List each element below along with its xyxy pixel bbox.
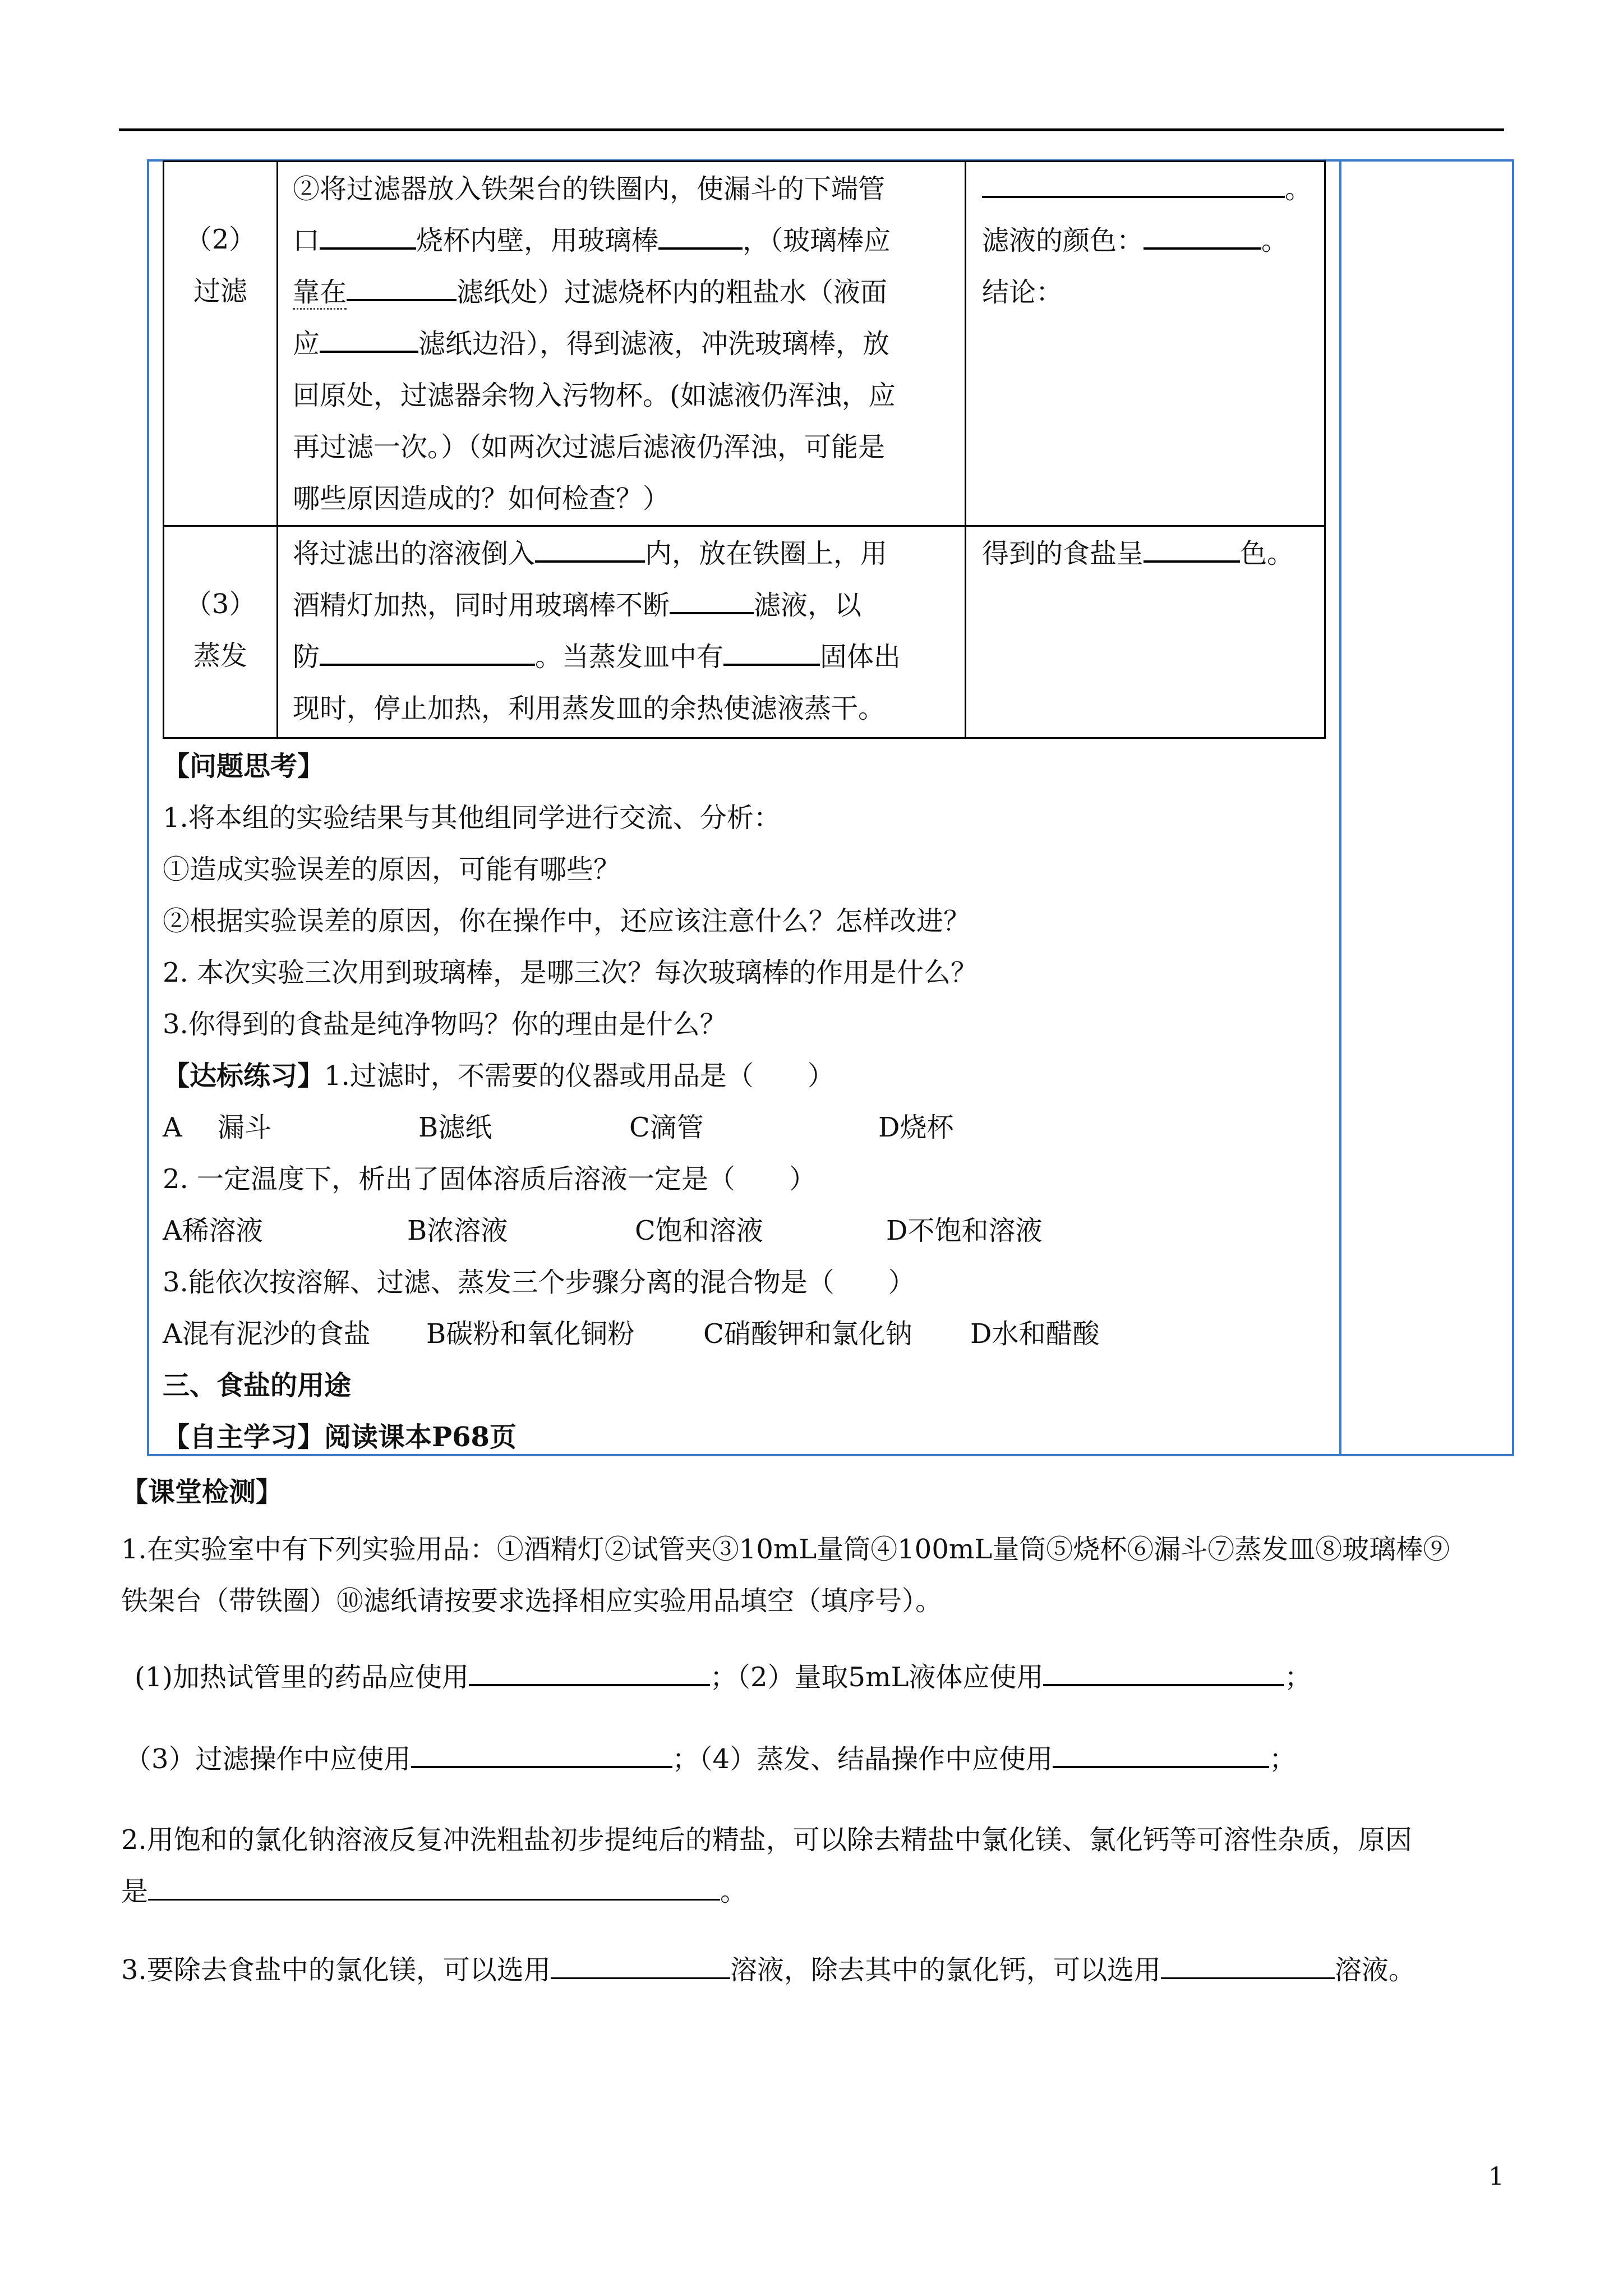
- fill-blank[interactable]: [658, 218, 743, 250]
- header-rule: [119, 128, 1504, 131]
- questions-heading: 【问题思考】: [163, 751, 325, 782]
- fill-blank[interactable]: [535, 531, 645, 563]
- fill-blank[interactable]: [1053, 1737, 1269, 1768]
- operation-line: 靠在 滤纸处）过滤烧杯内的粗盐水（液面: [293, 266, 965, 318]
- operation-line: 酒精灯加热，同时用玻璃棒不断 滤液，以: [293, 579, 965, 631]
- fill-blank[interactable]: [320, 321, 418, 353]
- option[interactable]: A稀溶液: [163, 1215, 263, 1246]
- result-line: 。: [982, 163, 1324, 215]
- section-title: 三、食盐的用途: [163, 1370, 352, 1401]
- fill-blank[interactable]: [411, 1737, 672, 1768]
- check-q1-subline: (1)加热试管里的药品应使用 ；（2）量取5mL液体应使用 ；: [135, 1651, 1312, 1703]
- operation-line: ②将过滤器放入铁架台的铁圈内，使漏斗的下端管: [293, 173, 886, 205]
- operation-line: 将过滤出的溶液倒入 内，放在铁圈上，用: [293, 528, 965, 579]
- check-q3: 3.要除去食盐中的氯化镁，可以选用 溶液，除去其中的氯化钙，可以选用 溶液。: [121, 1944, 1415, 1996]
- check-q2-line2: 是 。: [121, 1866, 747, 1917]
- option[interactable]: D水和醋酸: [970, 1318, 1100, 1350]
- step-name: 过滤: [193, 275, 247, 307]
- result-line: 滤液的颜色： 。: [982, 215, 1324, 266]
- result-line: 结论：: [982, 277, 1063, 308]
- practice-q2: 2. 一定温度下，析出了固体溶质后溶液一定是（ ）: [163, 1163, 817, 1195]
- fill-blank[interactable]: [320, 218, 416, 250]
- fill-blank[interactable]: [982, 167, 1285, 198]
- practice-q3: 3.能依次按溶解、过滤、蒸发三个步骤分离的混合物是（ ）: [163, 1267, 915, 1298]
- option[interactable]: C滴管: [629, 1112, 704, 1143]
- fill-blank[interactable]: [320, 634, 535, 666]
- result-line: 得到的食盐呈 色。: [982, 528, 1324, 579]
- question-item: ②根据实验误差的原因，你在操作中，还应该注意什么？怎样改进？: [163, 905, 971, 937]
- operation-line: 应 滤纸边沿），得到滤液，冲洗玻璃棒，放: [293, 318, 965, 370]
- option[interactable]: C饱和溶液: [635, 1215, 763, 1246]
- question-item: 2. 本次实验三次用到玻璃棒，是哪三次？每次玻璃棒的作用是什么？: [163, 957, 978, 988]
- fill-blank[interactable]: [670, 583, 754, 614]
- fill-blank[interactable]: [347, 270, 457, 301]
- question-item: 3.你得到的食盐是纯净物吗？你的理由是什么？: [163, 1009, 727, 1040]
- option[interactable]: C硝酸钾和氯化钠: [703, 1318, 912, 1350]
- step-label-cell: [164, 526, 278, 738]
- check-q1-line1: 1.在实验室中有下列实验用品：①酒精灯②试管夹③10mL量筒④100mL量筒⑤烧杯⑥漏斗⑦蒸发皿⑧玻璃棒⑨: [121, 1534, 1450, 1565]
- operation-line: 口 烧杯内壁，用玻璃棒 ，（玻璃棒应: [293, 215, 965, 266]
- option[interactable]: B碳粉和氧化铜粉: [426, 1318, 635, 1350]
- fill-blank[interactable]: [1144, 531, 1240, 563]
- table-row: [164, 162, 1325, 526]
- practice-q1: 【达标练习】1.过滤时，不需要的仪器或用品是（ ）: [163, 1060, 834, 1092]
- operation-cell: [278, 162, 966, 526]
- operation-line: 防 。当蒸发皿中有 固体出: [293, 631, 965, 683]
- option[interactable]: D不饱和溶液: [886, 1215, 1043, 1246]
- option[interactable]: B浓溶液: [407, 1215, 508, 1246]
- experiment-steps-table: [163, 160, 1326, 739]
- frame-divider: [1339, 159, 1341, 1456]
- fill-blank[interactable]: [1144, 218, 1261, 250]
- table-row: [164, 526, 1325, 738]
- result-cell: [966, 162, 1325, 526]
- fill-blank[interactable]: [469, 1655, 710, 1686]
- option[interactable]: A 漏斗: [163, 1112, 271, 1143]
- self-study: 【自主学习】阅读课本P68页: [163, 1421, 517, 1453]
- check-q1-line2: 铁架台（带铁圈）⑩滤纸请按要求选择相应实验用品填空（填序号）。: [121, 1585, 943, 1617]
- operation-line: 回原处，过滤器余物入污物杯。(如滤液仍浑浊，应: [293, 380, 896, 411]
- fill-blank[interactable]: [723, 634, 820, 666]
- option[interactable]: A混有泥沙的食盐: [163, 1318, 371, 1350]
- option[interactable]: D烧杯: [878, 1112, 954, 1143]
- fill-blank[interactable]: [1043, 1655, 1284, 1686]
- check-q1-subline: （3）过滤操作中应使用 ；（4）蒸发、结晶操作中应使用 ；: [125, 1733, 1296, 1785]
- check-heading: 【课堂检测】: [121, 1476, 283, 1508]
- question-item: 1.将本组的实验结果与其他组同学进行交流、分析：: [163, 802, 781, 834]
- step-number: （2）: [185, 224, 256, 255]
- check-q2-line1: 2.用饱和的氯化钠溶液反复冲洗粗盐初步提纯后的精盐，可以除去精盐中氯化镁、氯化钙等可溶性杂质，原因: [121, 1824, 1412, 1856]
- step-number: （3）: [185, 588, 256, 620]
- result-cell: [966, 526, 1325, 738]
- operation-cell: [278, 526, 966, 738]
- operation-line: 现时，停止加热，利用蒸发皿的余热使滤液蒸干。: [293, 693, 886, 724]
- step-name: 蒸发: [193, 640, 247, 671]
- fill-blank[interactable]: [1161, 1948, 1335, 1979]
- operation-line: 哪些原因造成的？如何检查？）: [293, 483, 670, 514]
- page-number: 1: [1488, 2162, 1504, 2191]
- option[interactable]: B滤纸: [418, 1112, 492, 1143]
- question-item: ①造成实验误差的原因，可能有哪些？: [163, 854, 621, 885]
- operation-line: 再过滤一次。）（如两次过滤后滤液仍浑浊，可能是: [293, 431, 886, 463]
- step-label-cell: [164, 162, 278, 526]
- fill-blank[interactable]: [148, 1870, 720, 1901]
- fill-blank[interactable]: [551, 1948, 730, 1979]
